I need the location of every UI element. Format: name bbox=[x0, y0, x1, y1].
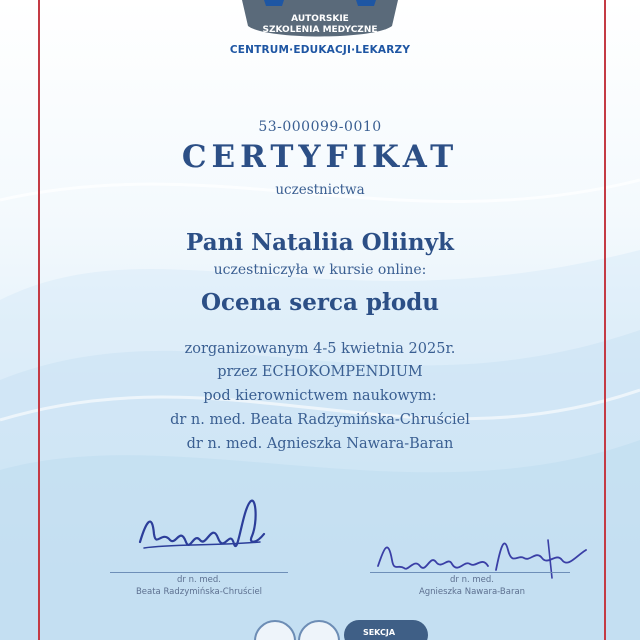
logo-line-1: AUTORSKIE bbox=[291, 14, 349, 24]
detail-line: przez ECHOKOMPENDIUM bbox=[217, 364, 423, 380]
detail-line: dr n. med. Agnieszka Nawara-Baran bbox=[186, 436, 454, 452]
participation-text: uczestniczyła w kursie online: bbox=[213, 262, 427, 278]
signature-line-right bbox=[370, 572, 570, 573]
seal-1 bbox=[254, 620, 296, 640]
section-badge bbox=[344, 620, 428, 640]
section-badge-text: SEKCJA bbox=[362, 628, 396, 637]
right-border-line bbox=[604, 0, 606, 640]
logo-line-2: SZKOLENIA MEDYCZNE bbox=[262, 25, 378, 35]
detail-line: zorganizowanym 4-5 kwietnia 2025r. bbox=[184, 341, 456, 357]
logo-line-3: CENTRUM·EDUKACJI·LEKARZY bbox=[229, 44, 411, 56]
seals-row bbox=[250, 618, 430, 640]
left-border-line bbox=[38, 0, 40, 640]
signature-title-left: dr n. med. bbox=[177, 575, 221, 585]
certificate-title: CERTYFIKAT bbox=[181, 139, 459, 175]
certificate-number: 53-000099-0010 bbox=[258, 119, 382, 135]
seal-2 bbox=[298, 620, 340, 640]
signature-name-left: Beata Radzymińska-Chruściel bbox=[135, 587, 263, 597]
signature-left bbox=[132, 482, 272, 572]
detail-line: dr n. med. Beata Radzymińska-Chruściel bbox=[170, 412, 470, 428]
organizer-logo bbox=[224, 0, 416, 66]
certificate-subtitle: uczestnictwa bbox=[275, 182, 365, 198]
signature-caption-left bbox=[104, 574, 294, 598]
signature-caption-right bbox=[374, 574, 570, 598]
recipient-name: Pani Nataliia Oliinyk bbox=[186, 229, 454, 256]
signature-title-right: dr n. med. bbox=[450, 575, 494, 585]
signature-line-left bbox=[110, 572, 288, 573]
course-title: Ocena serca płodu bbox=[201, 289, 439, 316]
detail-line: pod kierownictwem naukowym: bbox=[203, 388, 437, 404]
signature-name-right: Agnieszka Nawara-Baran bbox=[418, 587, 526, 597]
